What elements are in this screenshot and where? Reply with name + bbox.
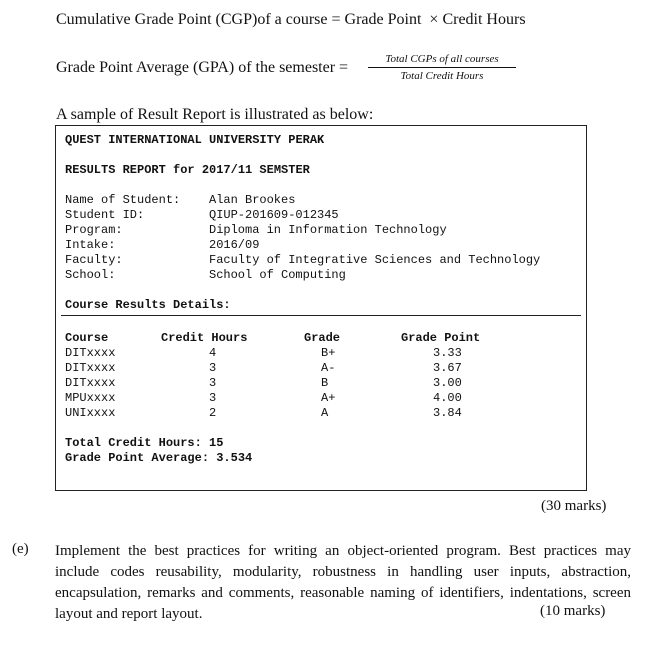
details-heading: Course Results Details: bbox=[65, 298, 231, 312]
gpa-numerator: Total CGPs of all courses bbox=[368, 53, 516, 68]
table-row-course: UNIxxxx bbox=[65, 406, 116, 420]
col-header-grade: Grade bbox=[304, 331, 341, 345]
field-label-school: School: bbox=[65, 268, 116, 282]
total-credit-hours: Total Credit Hours: 15 bbox=[65, 436, 224, 450]
table-row-course: DITxxxx bbox=[65, 346, 116, 360]
table-row-credit: 4 bbox=[209, 346, 217, 360]
table-row-point: 3.33 bbox=[433, 346, 462, 360]
field-label-name: Name of Student: bbox=[65, 193, 181, 207]
table-row-credit: 3 bbox=[209, 391, 217, 405]
table-row-grade: B bbox=[321, 376, 329, 390]
table-row-course: DITxxxx bbox=[65, 376, 116, 390]
col-header-grade-point: Grade Point bbox=[401, 331, 481, 345]
gpa-fraction bbox=[368, 53, 516, 82]
field-value-program: Diploma in Information Technology bbox=[209, 223, 447, 237]
field-label-intake: Intake: bbox=[65, 238, 116, 252]
table-row-point: 4.00 bbox=[433, 391, 462, 405]
table-row-grade: A+ bbox=[321, 391, 336, 405]
cgp-formula-credit-hours: Credit Hours bbox=[442, 11, 526, 28]
table-row-credit: 3 bbox=[209, 376, 217, 390]
table-row-grade: A bbox=[321, 406, 329, 420]
gpa-formula-lhs: Grade Point Average (GPA) of the semester bbox=[56, 59, 336, 76]
table-row-credit: 3 bbox=[209, 361, 217, 375]
field-label-student-id: Student ID: bbox=[65, 208, 145, 222]
report-intro: A sample of Result Report is illustrated as below: bbox=[56, 106, 374, 123]
result-report-box bbox=[55, 125, 587, 491]
table-row-course: MPUxxxx bbox=[65, 391, 116, 405]
university-name: QUEST INTERNATIONAL UNIVERSITY PERAK bbox=[65, 133, 325, 147]
table-row-grade: B+ bbox=[321, 346, 336, 360]
table-row-course: DITxxxx bbox=[65, 361, 116, 375]
field-value-faculty: Faculty of Integrative Sciences and Technology bbox=[209, 253, 541, 267]
col-header-credit-hours: Credit Hours bbox=[161, 331, 248, 345]
field-value-intake: 2016/09 bbox=[209, 238, 260, 252]
field-value-name: Alan Brookes bbox=[209, 193, 296, 207]
cgp-formula-grade-point: Grade Point bbox=[344, 11, 422, 28]
marks-part-d: (30 marks) bbox=[541, 498, 607, 514]
col-header-course: Course bbox=[65, 331, 109, 345]
field-value-school: School of Computing bbox=[209, 268, 346, 282]
table-row-grade: A- bbox=[321, 361, 336, 375]
field-label-faculty: Faculty: bbox=[65, 253, 123, 267]
details-divider bbox=[61, 315, 581, 316]
table-row-credit: 2 bbox=[209, 406, 217, 420]
table-row-point: 3.67 bbox=[433, 361, 462, 375]
gpa-formula: Grade Point Average (GPA) of the semester = bbox=[56, 59, 349, 76]
gpa-denominator: Total Credit Hours bbox=[400, 70, 484, 82]
cgp-formula: Cumulative Grade Point (CGP)of a course = Grade Point × Credit Hours bbox=[56, 11, 526, 28]
grade-point-average: Grade Point Average: 3.534 bbox=[65, 451, 253, 465]
field-value-student-id: QIUP-201609-012345 bbox=[209, 208, 339, 222]
cgp-formula-lhs: Cumulative Grade Point (CGP)of a course bbox=[56, 11, 328, 28]
table-row-point: 3.00 bbox=[433, 376, 462, 390]
marks-part-e: (10 marks) bbox=[540, 603, 606, 619]
report-title: RESULTS REPORT for 2017/11 SEMSTER bbox=[65, 163, 310, 177]
part-e-question: Implement the best practices for writing an object-oriented program. Best practices may include codes reusability, modularity, robustness in handling user inputs, abstraction, encapsulation, remarks and comments, reasonable naming of identifiers, indentations, screen layout and report layout. bbox=[55, 543, 631, 622]
table-row-point: 3.84 bbox=[433, 406, 462, 420]
field-label-program: Program: bbox=[65, 223, 123, 237]
part-e-label: (e) bbox=[12, 541, 29, 557]
